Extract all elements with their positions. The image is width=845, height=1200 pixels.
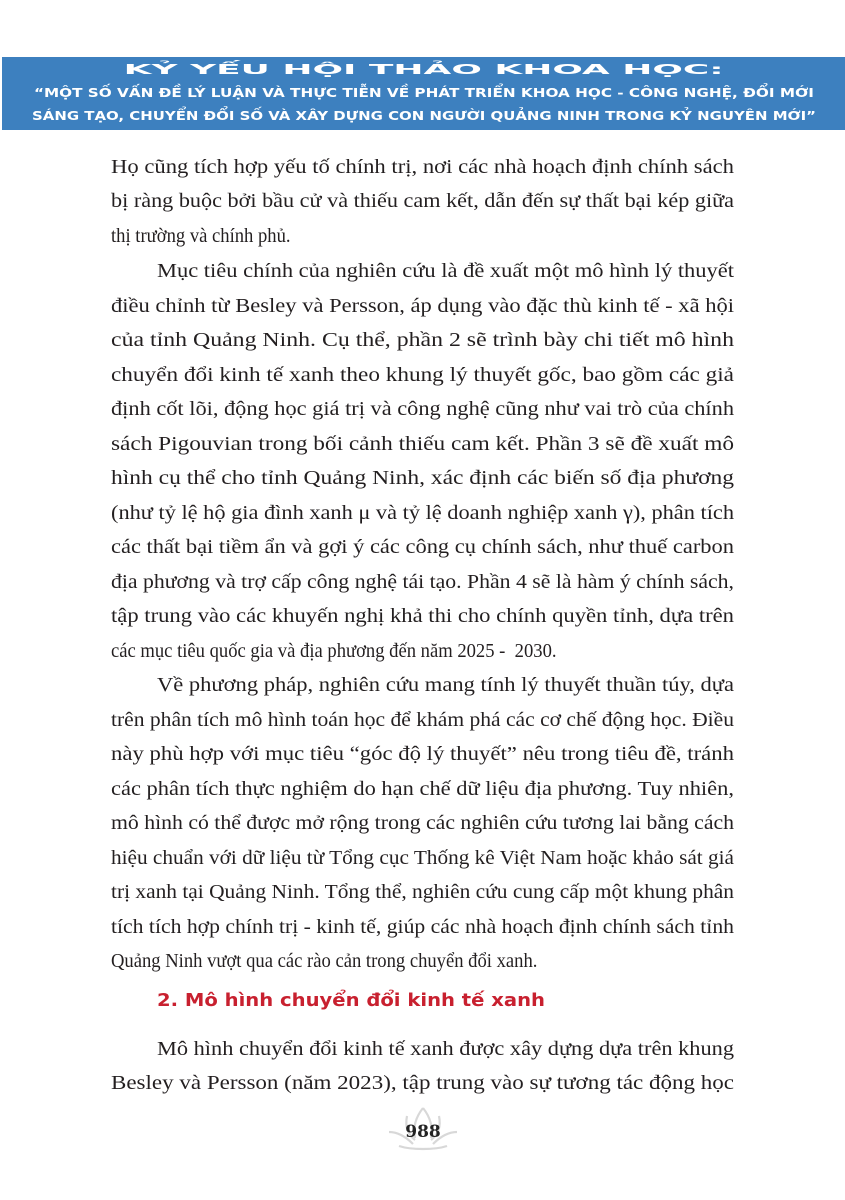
body-line [111, 291, 734, 321]
section-body-line-text: Besley và Persson (năm 2023), tập trung vào sự tương tác động học [111, 1072, 734, 1094]
body-line [111, 601, 734, 631]
body-line-text: hiệu chuẩn với dữ liệu từ Tổng cục Thống kê Việt Nam hoặc khảo sát giá [111, 847, 734, 869]
body-line [111, 636, 734, 666]
body-line-text: Về phương pháp, nghiên cứu mang tính lý thuyết thuần túy, dựa [157, 674, 734, 696]
section-body-line-text: Mô hình chuyển đổi kinh tế xanh được xây dựng dựa trên khung [157, 1038, 734, 1060]
body-line-text: sách Pigouvian trong bối cảnh thiếu cam kết. Phần 3 sẽ đề xuất mô [111, 433, 734, 455]
body-line [111, 567, 734, 597]
section-body-line [111, 1068, 734, 1098]
page-number: 988 [405, 1122, 441, 1142]
body-line [111, 221, 734, 251]
body-line [111, 843, 734, 873]
body-line [111, 808, 734, 838]
page-footer [385, 1104, 461, 1154]
header-subtitle-line1: “MỘT SỐ VẤN ĐỀ LÝ LUẬN VÀ THỰC TIỄN VỀ PHÁT TRIỂN KHOA HỌC - CÔNG NGHỆ, ĐỔI MỚI [33, 85, 814, 100]
body-line [111, 429, 734, 459]
body-line-text: tích tích hợp chính trị - kinh tế, giúp các nhà hoạch định chính sách tỉnh [111, 916, 734, 938]
body-line [111, 774, 734, 804]
body-line-text: điều chỉnh từ Besley và Persson, áp dụng vào đặc thù kinh tế - xã hội [111, 295, 734, 317]
body-line-text: các thất bại tiềm ẩn và gợi ý các công cụ chính sách, như thuế carbon [111, 536, 734, 558]
section-body-line [157, 1034, 734, 1064]
body-line-text: trị xanh tại Quảng Ninh. Tổng thể, nghiên cứu cung cấp một khung phân [111, 881, 734, 903]
body-line [111, 532, 734, 562]
body-line-text: các mục tiêu quốc gia và địa phương đến năm 2025 - 2030. [111, 640, 557, 662]
header-title: KỶ YẾU HỘI THẢO KHOA HỌC: [123, 62, 724, 78]
section-heading-text: 2. Mô hình chuyển đổi kinh tế xanh [157, 990, 545, 1011]
body-line [111, 325, 734, 355]
body-line-text: chuyển đổi kinh tế xanh theo khung lý thuyết gốc, bao gồm các giả [111, 364, 734, 386]
body-line-text: các phân tích thực nghiệm do hạn chế dữ liệu địa phương. Tuy nhiên, [111, 778, 734, 800]
body-line [157, 670, 734, 700]
body-line-text: của tỉnh Quảng Ninh. Cụ thể, phần 2 sẽ trình bày chi tiết mô hình [111, 329, 734, 351]
body-line-text: định cốt lõi, động học giá trị và công nghệ cũng như vai trò của chính [111, 398, 734, 420]
body-line-text: tập trung vào các khuyến nghị khả thi cho chính quyền tỉnh, dựa trên [111, 605, 734, 627]
body-line [111, 739, 734, 769]
body-line-text: trên phân tích mô hình toán học để khám phá các cơ chế động học. Điều [111, 709, 734, 731]
body-line [111, 912, 734, 942]
body-line [111, 705, 734, 735]
body-line-text: (như tỷ lệ hộ gia đình xanh μ và tỷ lệ doanh nghiệp xanh γ), phân tích [111, 502, 734, 524]
body-line [111, 946, 734, 976]
body-line-text: hình cụ thể cho tỉnh Quảng Ninh, xác định các biến số địa phương [111, 467, 734, 489]
body-line [157, 256, 734, 286]
body-line-text: này phù hợp với mục tiêu “góc độ lý thuyết” nêu trong tiêu đề, tránh [111, 743, 734, 765]
body-line-text: thị trường và chính phủ. [111, 225, 291, 247]
body-line [111, 360, 734, 390]
body-line [111, 394, 734, 424]
header-banner [2, 57, 845, 130]
header-subtitle-line2: SÁNG TẠO, CHUYỂN ĐỔI SỐ VÀ XÂY DỰNG CON NGƯỜI QUẢNG NINH TRONG KỶ NGUYÊN MỚI” [31, 108, 816, 123]
body-line-text: mô hình có thể được mở rộng trong các nghiên cứu tương lai bằng cách [111, 812, 734, 834]
body-line [111, 498, 734, 528]
body-line-text: Quảng Ninh vượt qua các rào cản trong chuyển đổi xanh. [111, 950, 538, 972]
body-line-text: bị ràng buộc bởi bầu cử và thiếu cam kết, dẫn đến sự thất bại kép giữa [111, 190, 734, 212]
body-line [111, 152, 734, 182]
body-line [111, 877, 734, 907]
body-line-text: địa phương và trợ cấp công nghệ tái tạo. Phần 4 sẽ là hàm ý chính sách, [111, 571, 734, 593]
section-heading [157, 986, 545, 1016]
body-line [111, 463, 734, 493]
body-line [111, 186, 734, 216]
body-line-text: Mục tiêu chính của nghiên cứu là đề xuất một mô hình lý thuyết [157, 260, 734, 282]
body-line-text: Họ cũng tích hợp yếu tố chính trị, nơi các nhà hoạch định chính sách [111, 156, 734, 178]
